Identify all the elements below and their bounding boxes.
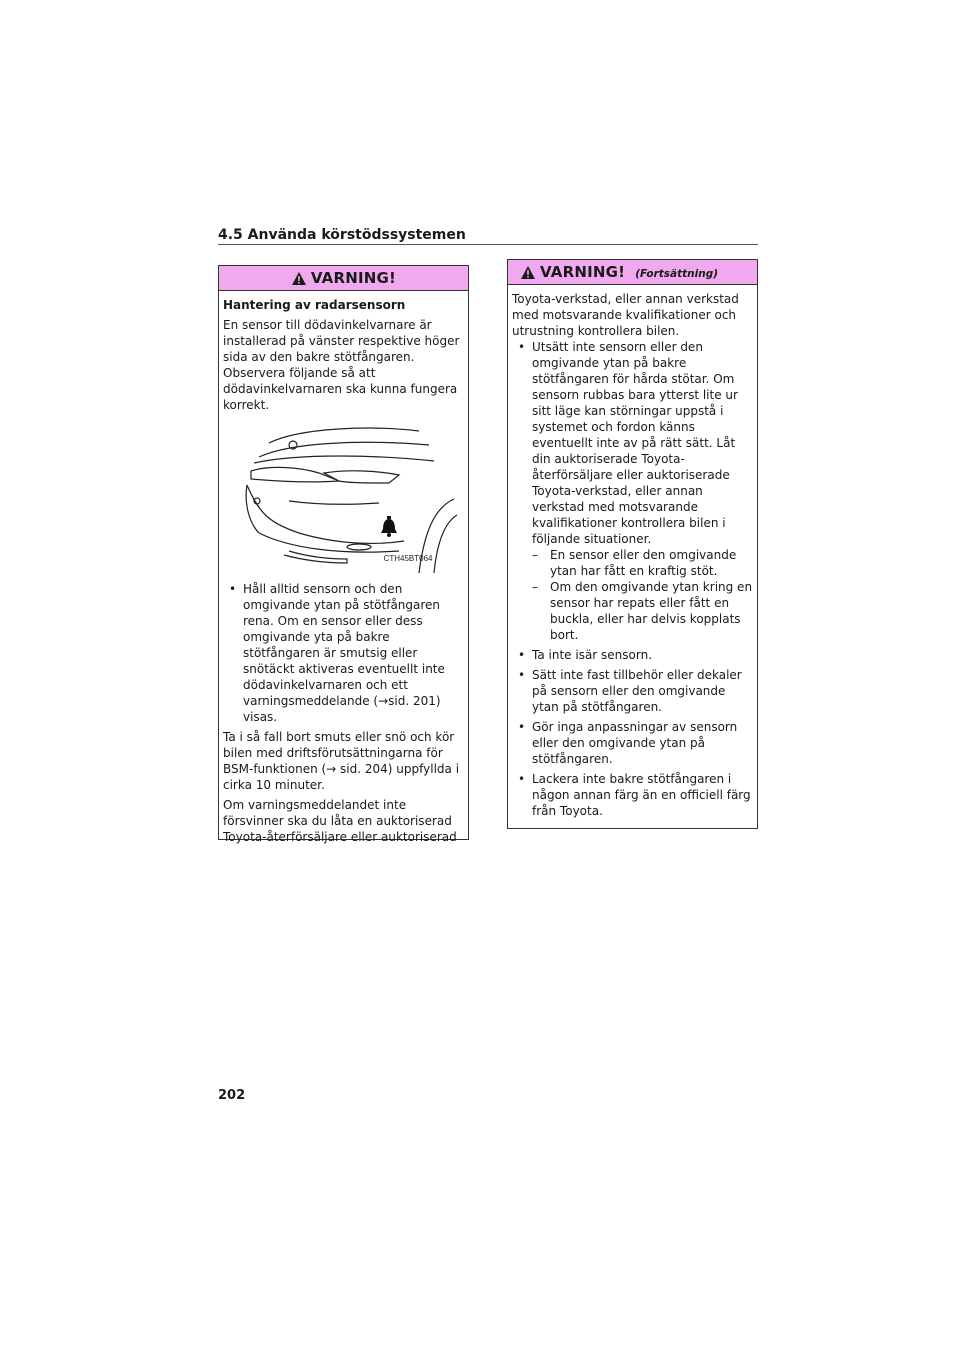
section-title: 4.5 Använda körstödssystemen xyxy=(218,227,466,243)
bullet-text: Håll alltid sensorn och den omgivande ytan på stötfångaren rena. Om en sensor eller dess omgivande yta på bakre stötfångaren är smutsig eller snötäckt aktiveras eventuellt inte dödavinkelvarnaren och ett varningsmeddelande (→sid. 201) visas. xyxy=(243,582,445,724)
dash-icon: – xyxy=(532,580,538,594)
bullet-text: Lackera inte bakre stötfångaren i någon annan färg än en officiell färg från Toyota. xyxy=(532,772,751,818)
warning-body xyxy=(219,291,468,855)
warning-box-right xyxy=(507,259,758,829)
continuation-label: (Fortsättning) xyxy=(635,267,719,280)
bullet-dot-icon: • xyxy=(518,648,526,662)
warning-header xyxy=(508,260,757,285)
list-item xyxy=(512,771,753,819)
warning-title: VARNING! xyxy=(540,263,626,281)
bullet-dot-icon: • xyxy=(518,720,526,734)
bullet-dot-icon: • xyxy=(518,668,526,682)
list-item xyxy=(512,339,753,643)
rear-bumper-illustration xyxy=(229,423,459,573)
sub-item-text: Om den omgivande ytan kring en sensor har repats eller fått en buckla, eller har delvis kopplats bort. xyxy=(550,580,753,642)
bullet-text: Gör inga anpassningar av sensorn eller den omgivande ytan på stötfångaren. xyxy=(532,720,738,766)
bullet-text: Sätt inte fast tillbehör eller dekaler på sensorn eller den omgivande ytan på stötfångaren. xyxy=(532,668,742,714)
warning-triangle-icon xyxy=(291,271,307,286)
warning-bullet-list xyxy=(223,581,464,725)
bullet-dot-icon: • xyxy=(229,582,237,596)
figure-code: CTH45BT064 xyxy=(383,554,433,563)
warning-intro: Toyota-verkstad, eller annan verkstad med motsvarande kvalifikationer och utrustning kontrollera bilen. xyxy=(512,292,739,338)
bullet-dot-icon: • xyxy=(518,340,526,354)
warning-bullet-list xyxy=(512,339,753,819)
list-item xyxy=(512,719,753,767)
list-item xyxy=(512,667,753,715)
warning-header xyxy=(219,266,468,291)
section-header xyxy=(218,224,758,245)
bullet-text: Utsätt inte sensorn eller den omgivande ytan på bakre stötfångaren för hårda stötar. Om sensorn rubbas bara ytterst lite ur sitt läge kan störningar uppstå i systemet och fordon känns eventuellt inte av på rätt sätt. Låt din auktoriserade Toyota-återförsäljare eller auktoriserade Toyota-verkstad, eller annan verkstad med motsvarande kvalifikationer kontrollera bilen i följande situationer. xyxy=(532,340,738,546)
warning-paragraph: Ta i så fall bort smuts eller snö och kör bilen med driftsförutsättningarna för BSM-funktionen (→ sid. 204) uppfyllda i cirka 10 minuter. xyxy=(223,730,460,792)
warning-box-left xyxy=(218,265,469,844)
sub-item-text: En sensor eller den omgivande ytan har fått en kraftig stöt. xyxy=(550,548,737,578)
sub-list-item xyxy=(532,547,753,579)
list-item xyxy=(223,581,464,725)
bullet-text: Ta inte isär sensorn. xyxy=(532,648,653,662)
warning-triangle-icon xyxy=(520,265,536,280)
sub-list-item xyxy=(532,579,753,643)
page-number: 202 xyxy=(218,1088,246,1103)
sub-list xyxy=(532,547,753,643)
warning-body xyxy=(508,285,757,829)
warning-paragraph: Om varningsmeddelandet inte försvinner ska du låta en auktoriserad Toyota-återförsäljare eller auktoriserad xyxy=(223,798,457,844)
bullet-dot-icon: • xyxy=(518,772,526,786)
list-item xyxy=(512,647,753,663)
dash-icon: – xyxy=(532,548,538,562)
warning-title: VARNING! xyxy=(310,269,397,287)
warning-intro: En sensor till dödavinkelvarnare är installerad på vänster respektive höger sida av den bakre stötfångaren. Observera följande så att dödavinkelvarnaren ska kunna fungera korrekt. xyxy=(223,318,460,412)
warning-subheading: Hantering av radarsensorn xyxy=(223,298,406,312)
